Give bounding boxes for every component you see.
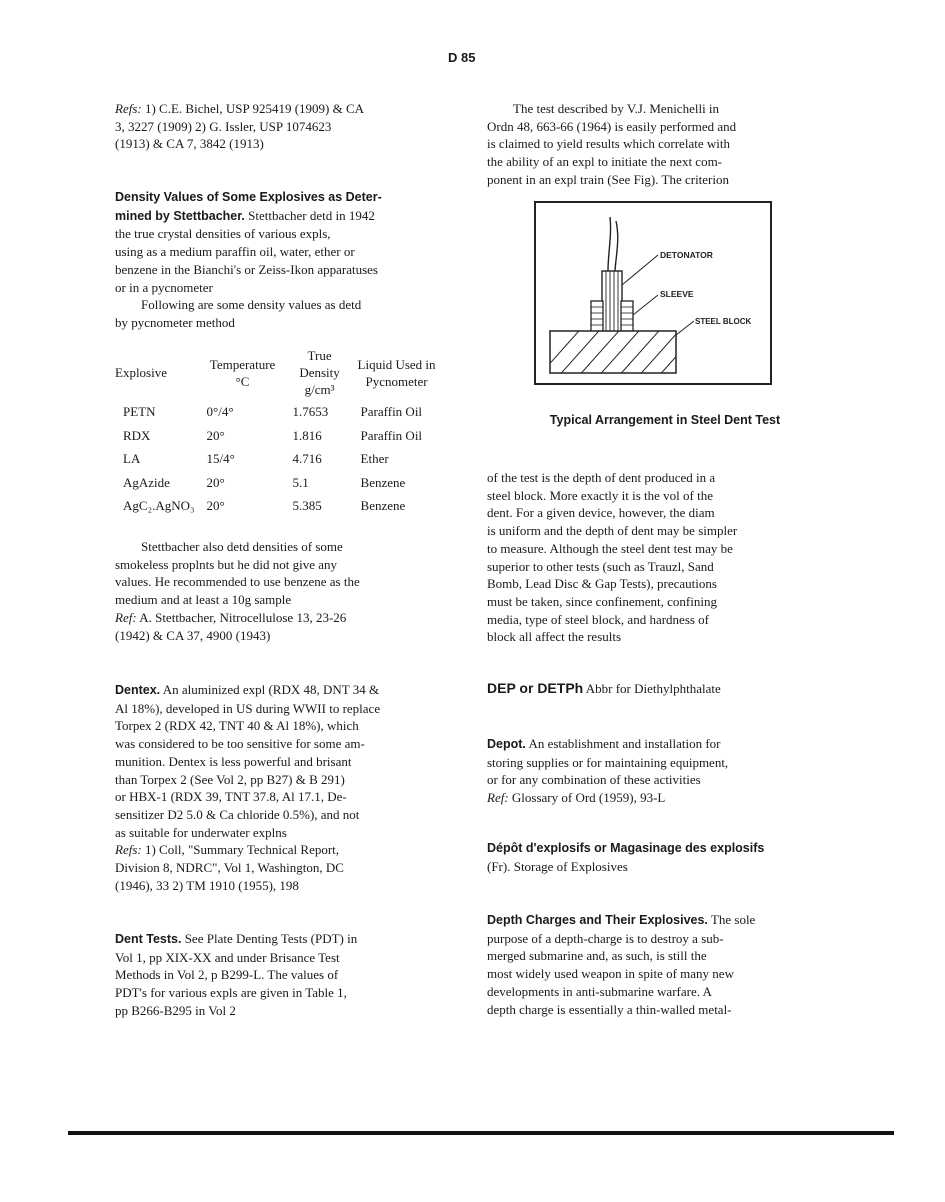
table-cell: AgC₂.AgNO₃ <box>123 498 195 513</box>
cont-line: superior to other tests (such as Trauzl, Sand <box>487 558 714 574</box>
block-leader <box>676 321 694 335</box>
cont-line: block all affect the results <box>487 629 622 645</box>
density-line: Stettbacher detd in 1942 <box>248 207 375 223</box>
table-cell: Paraffin Oil <box>360 427 423 443</box>
sleeve-right <box>621 301 633 333</box>
dentex-line: as suitable for underwater explns <box>115 824 287 840</box>
depth-line: The sole <box>710 912 756 927</box>
dentex-refs-label: Refs: <box>115 842 142 858</box>
dent-tests-line: Methods in Vol 2, p B299-L. The values of <box>115 967 339 983</box>
dentex-line: An aluminized expl (RDX 48, DNT 34 & <box>162 682 380 697</box>
dep-text: Abbr for Diethylphthalate <box>585 681 721 696</box>
dentex-line: Al 18%), developed in US during WWII to replace <box>115 700 381 716</box>
density-ref-line: (1942) & CA 37, 4900 (1943) <box>115 627 271 643</box>
detonator-wire-1 <box>608 217 611 271</box>
intro-line: ponent in an expl train (See Fig). The criterion <box>487 171 729 187</box>
depot-line: or for any combination of these activities <box>487 772 701 788</box>
density-line: the true crystal densities of various expls, <box>115 226 331 242</box>
dep-heading: DEP or DETPh <box>487 680 584 696</box>
table-cell: 20° <box>206 474 225 490</box>
depth-line: developments in anti-submarine warfare. A <box>487 983 712 999</box>
dentex-section <box>115 681 460 894</box>
table-row <box>115 424 443 448</box>
table-cell: PETN <box>123 404 156 419</box>
page-number: D 85 <box>448 50 476 65</box>
cont-line: is uniform and the depth of dent may be simpler <box>487 523 738 539</box>
table-row <box>115 447 443 471</box>
dentex-line: munition. Dentex is less powerful and brisant <box>115 753 352 769</box>
density-heading-cont: mined by Stettbacher. <box>115 208 245 223</box>
depot-line: An establishment and installation for <box>528 736 721 751</box>
refs-line: 1) C.E. Bichel, USP 925419 (1909) & CA <box>144 101 365 116</box>
table-cell: Ether <box>360 451 389 466</box>
detonator-wire-2 <box>615 221 618 271</box>
cont-line: dent. For a given device, however, the diam <box>487 505 715 521</box>
steel-dent-figure <box>534 201 772 385</box>
density-table <box>115 347 443 518</box>
dentex-line: or HBX-1 (RDX 39, TNT 37.8, Al 17.1, De- <box>115 789 347 805</box>
density-heading: Density Values of Some Explosives as Deter- <box>115 190 382 204</box>
cont-line: Bomb, Lead Disc & Gap Tests), precautions <box>487 576 717 592</box>
sleeve-label: SLEEVE <box>660 289 694 299</box>
table-row <box>115 494 443 518</box>
dentex-refs-line: (1946), 33 2) TM 1910 (1955), 198 <box>115 877 299 893</box>
cont-line: steel block. More exactly it is the vol of the <box>487 487 713 503</box>
table-cell: 20° <box>206 498 225 513</box>
dent-tests-section <box>115 930 460 1020</box>
dent-tests-line: Vol 1, pp XIX-XX and under Brisance Test <box>115 949 340 965</box>
refs-label: Refs: <box>115 101 142 116</box>
table-cell: Paraffin Oil <box>360 404 423 419</box>
depth-line: purpose of a depth-charge is to destroy a sub- <box>487 930 724 946</box>
table-cell: 20° <box>206 427 225 443</box>
table-header-row <box>115 347 443 400</box>
depot-expl-section <box>487 840 812 875</box>
density-line: using as a medium paraffin oil, water, ether or <box>115 244 355 260</box>
table-header: Explosive <box>115 365 167 380</box>
sleeve-left <box>591 301 603 333</box>
density-line: Following are some density values as detd <box>141 297 362 313</box>
density-line: or in a pycnometer <box>115 279 213 295</box>
figure-caption: Typical Arrangement in Steel Dent Test <box>549 413 781 427</box>
table-header: Temperature °C <box>209 356 276 389</box>
cont-line: of the test is the depth of dent produced in a <box>487 470 716 485</box>
depot-heading: Depot. <box>487 737 526 751</box>
detonator-label: DETONATOR <box>660 250 713 260</box>
dent-tests-line: PDT's for various expls are given in Table 1, <box>115 985 347 1001</box>
depot-expl-heading: Dépôt d'explosifs or Magasinage des explosifs <box>487 841 765 855</box>
table-cell: Benzene <box>360 498 406 513</box>
intro-line: Ordn 48, 663-66 (1964) is easily performed and <box>487 118 737 134</box>
table-header: True Density g/cm³ <box>299 348 340 397</box>
dentex-line: Torpex 2 (RDX 42, TNT 40 & Al 18%), which <box>115 718 359 734</box>
dentex-line: was considered to be too sensitive for some am- <box>115 736 365 752</box>
density-after <box>115 538 460 644</box>
table-cell: RDX <box>123 427 151 443</box>
dentex-refs-line: 1) Coll, "Summary Technical Report, <box>144 842 340 858</box>
depot-ref-label: Ref: <box>487 790 509 806</box>
table-cell: AgAzide <box>123 474 170 490</box>
table-row <box>115 400 443 424</box>
detonator-leader <box>622 255 658 285</box>
dent-tests-line: pp B266-B295 in Vol 2 <box>115 1002 236 1018</box>
intro-line: The test described by V.J. Menichelli in <box>513 101 720 116</box>
depth-line: merged submarine and, as such, is still the <box>487 948 707 964</box>
cont-line: must be taken, since confinement, confining <box>487 593 717 609</box>
density-after-line: smokeless proplnts but he did not give any <box>115 556 338 572</box>
table-cell: LA <box>123 451 141 466</box>
density-after-line: medium and at least a 10g sample <box>115 592 292 608</box>
dentex-line: than Torpex 2 (See Vol 2, pp B27) & B 291) <box>115 771 345 787</box>
dentex-refs-line: Division 8, NDRC", Vol 1, Washington, DC <box>115 860 344 876</box>
table-cell: 1.816 <box>292 427 322 443</box>
cont-line: media, type of steel block, and hardness of <box>487 611 710 627</box>
table-cell: 1.7653 <box>292 404 329 419</box>
table-row <box>115 471 443 495</box>
depth-line: most widely used weapon in spite of many new <box>487 966 734 982</box>
table-header: Liquid Used in Pycnometer <box>357 356 436 389</box>
refs-line: (1913) & CA 7, 3842 (1913) <box>115 136 264 152</box>
detonator <box>602 271 622 337</box>
dep-section <box>487 680 812 698</box>
depot-section <box>487 735 812 807</box>
table-cell: Benzene <box>360 474 406 490</box>
depth-heading: Depth Charges and Their Explosives. <box>487 913 708 927</box>
table-cell: 15/4° <box>206 451 235 466</box>
dent-tests-line: See Plate Denting Tests (PDT) in <box>184 931 358 946</box>
steel-dent-diagram <box>536 203 770 383</box>
table-cell: 0°/4° <box>206 404 234 419</box>
intro-line: is claimed to yield results which correlate with <box>487 136 730 152</box>
cont-block <box>487 469 812 646</box>
refs-line: 3, 3227 (1909) 2) G. Issler, USP 1074623 <box>115 118 332 134</box>
sleeve-leader <box>633 295 658 315</box>
table-cell: 5.385 <box>292 498 322 513</box>
density-ref-label: Ref: <box>115 609 137 625</box>
density-line: by pycnometer method <box>115 314 235 330</box>
dent-tests-heading: Dent Tests. <box>115 932 182 946</box>
bottom-rule <box>68 1131 894 1135</box>
depth-line: depth charge is essentially a thin-walled metal- <box>487 1001 732 1017</box>
density-after-line: Stettbacher also detd densities of some <box>141 539 343 554</box>
cont-line: to measure. Although the steel dent test may be <box>487 540 733 556</box>
table-cell: 5.1 <box>292 474 309 490</box>
depot-line: storing supplies or for maintaining equipment, <box>487 754 729 770</box>
depot-ref-text: Glossary of Ord (1959), 93-L <box>511 790 666 806</box>
density-section <box>115 189 460 332</box>
depot-expl-text: (Fr). Storage of Explosives <box>487 858 628 874</box>
table-cell: 4.716 <box>292 451 322 466</box>
dentex-heading: Dentex. <box>115 683 161 697</box>
density-line: benzene in the Bianchi's or Zeiss-Ikon apparatuses <box>115 261 378 277</box>
refs-block <box>115 100 460 153</box>
density-after-line: values. He recommended to use benzene as the <box>115 574 360 590</box>
steel-block-label: STEEL BLOCK <box>695 317 752 326</box>
dentex-line: sensitizer D2 5.0 & Ca chloride 0.5%), and not <box>115 806 360 822</box>
depth-section <box>487 911 812 1018</box>
intro-block <box>487 100 812 189</box>
intro-line: the ability of an expl to initiate the next com- <box>487 154 723 170</box>
density-ref-line: A. Stettbacher, Nitrocellulose 13, 23-26 <box>139 609 347 625</box>
